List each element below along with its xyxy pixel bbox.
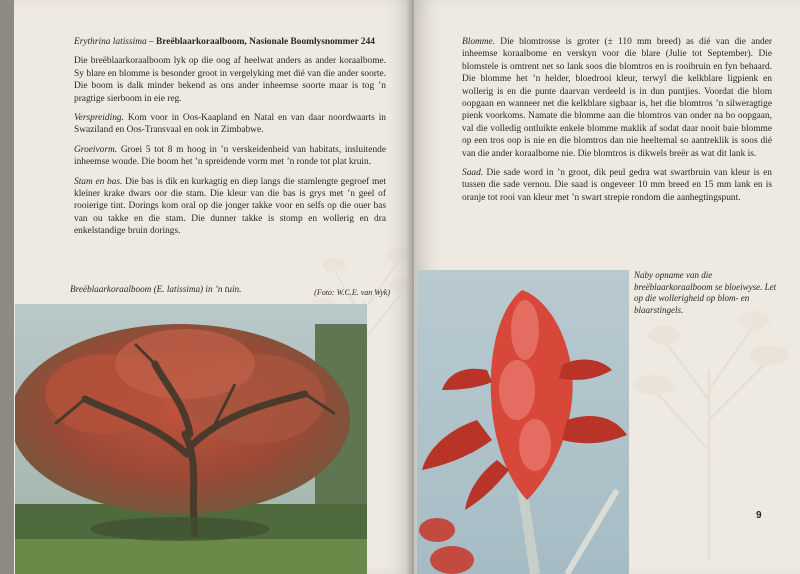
photo-credit: (Foto: W.C.E. van Wyk) — [314, 288, 390, 297]
seed-text: Die sade word in ’n groot, dik peul gedra wat swartbruin van kleur is en tussen die sade vernou. Die saad is ongeveer 10 mm breed en 15 mm lank en is oranje tot rooi van kleur met ’n swart strepie rondom die aanhegtingspunt. — [462, 168, 772, 203]
common-name: Breëblaarkoraalboom, Nasionale Boomlysnommer 244 — [156, 37, 375, 47]
distribution-label: Verspreiding. — [74, 113, 124, 124]
seed-label: Saad. — [462, 168, 484, 179]
distribution-paragraph — [74, 112, 386, 137]
left-page — [14, 0, 414, 574]
bark-text: Die bas is dik en kurkagtig en diep langs die stamlengte gegroef met kleiner krake dwars oor die stam. Die kleur van die bas is grys met ’n geel of rooierige tint. Dorings kom oral op die jonger takke voor en selfs op die ouer bas van ou takke en die stam. Die dunner takke is stomp en wollerig en dra enkelstandige bruin dorings. — [74, 176, 387, 237]
flower-closeup-photo — [417, 270, 629, 574]
bark-label: Stam en bas. — [74, 176, 123, 187]
flowers-label: Blomme. — [462, 37, 496, 47]
flowers-text: Die blomtrosse is groter (± 110 mm breed) as dié van die ander inheemse koraalbome en verskyn voor die blare (Julie tot September). Die blomstele is omtrent net so lank soos die blomtros en is rooibruin en fyn behaard. Die blomme het ’n helder, bloedrooi kleur, terwyl die kelkblare ligpienk en wollerig is en die punte daarvan verdeeld is in dun puntjies. Voordat die blom oopgaan en wanneer net die kelkblare sigbaar is, het die blomtros ’n silweragtige pienk voorkoms. Namate die blomme aan die blomtros van onder na bo oopgaan, val die volledig ontluikte enkele blomme maklik af sodat daar nooit baie blomme op een tros oop is nie en die blomtros dan nie heeltemal so aantreklik is soos dié van die ander koraalbome nie. Die blomtros is dikwels breër as wat dit lank is. — [462, 37, 772, 159]
right-text-column — [462, 36, 772, 211]
bark-paragraph — [74, 176, 386, 238]
tree-photo-caption — [70, 284, 390, 297]
flowers-paragraph — [462, 36, 772, 160]
seed-paragraph — [462, 167, 772, 204]
left-text-column — [74, 36, 386, 245]
tree-watermark-right — [624, 300, 794, 560]
distribution-text: Kom voor in Oos-Kaapland en Natal en van daar noordwaarts in Swaziland en Oos-Transvaal en ook in Zimbabwe. — [74, 113, 386, 136]
page-number: 9 — [756, 510, 762, 521]
scientific-name: Erythrina latissima — [74, 37, 147, 47]
right-page — [414, 0, 800, 574]
coral-tree-garden-photo — [15, 304, 367, 574]
heading-dash: – — [146, 37, 157, 47]
intro-paragraph: Die breëblaarkoraalboom lyk op die oog af heelwat anders as ander koraalbome. Sy blare en blomme is besonder groot in vergelyking met dié van die ander soorte. Die boom is dalk minder bekend as ons ander inheemse soorte maar is tog ’n pragtige sierboom in eie reg. — [74, 56, 386, 104]
growth-form-text: Groei 5 tot 8 m hoog in ’n verskeidenheid van habitats, insluitende inheemse woude. Die boom het ’n spreidende vorm met ’n ronde tot plat kruin. — [74, 144, 386, 168]
tree-caption-text: Breëblaarkoraalboom (E. latissima) in ’n tuin. — [70, 284, 242, 294]
flower-photo-caption: Naby opname van die breëblaarkoraalboom se bloeiwyse. Let op die wollerigheid op blom- en blaarstingels. — [634, 270, 777, 315]
species-heading — [74, 36, 386, 48]
growth-form-label: Groeivorm. — [74, 144, 118, 155]
growth-form-paragraph — [74, 144, 386, 169]
